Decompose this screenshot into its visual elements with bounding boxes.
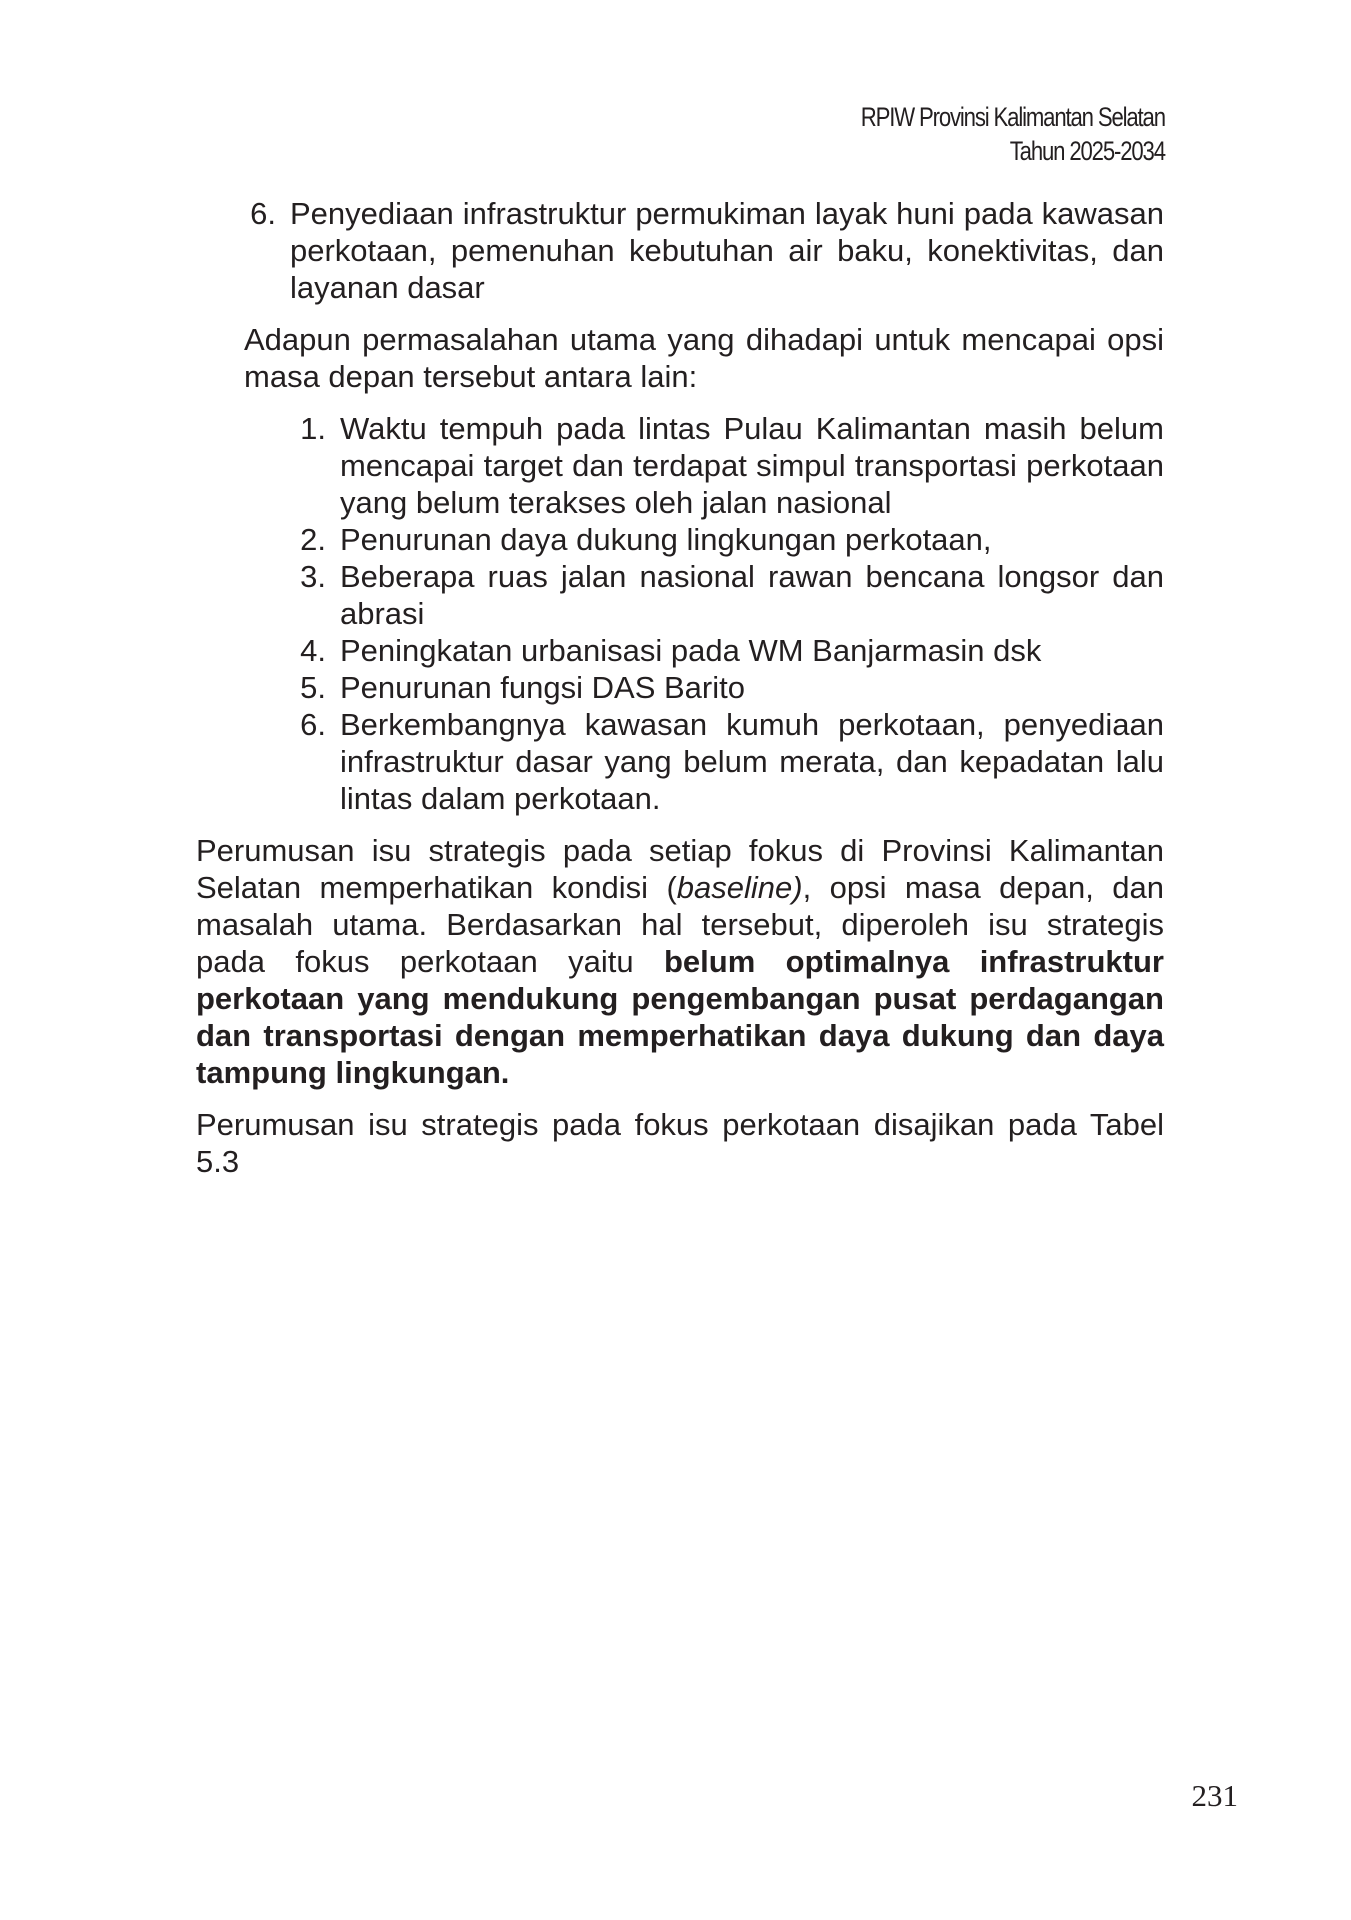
strategic-text-part1: Perumusan isu strategis pada setiap fokus di Provinsi Kalimantan Selatan memperhatikan kondisi ( [196, 833, 1164, 905]
list-item-text: Penyediaan infrastruktur permukiman layak huni pada kawasan perkotaan, pemenuhan kebutuhan air baku, konektivitas, dan layanan dasar [290, 196, 1164, 305]
strategic-issue-paragraph [196, 832, 1164, 1091]
list-item-number: 5. [300, 670, 326, 705]
list-item-number: 3. [300, 559, 326, 594]
future-options-list-continuation [242, 195, 1164, 306]
baseline-term: baseline) [676, 870, 803, 905]
list-item [290, 558, 1164, 632]
list-item-text: Penurunan fungsi DAS Barito [340, 670, 745, 705]
problems-list [290, 410, 1164, 817]
list-item-number: 6. [300, 707, 326, 742]
list-item-text: Peningkatan urbanisasi pada WM Banjarmasin dsk [340, 633, 1042, 668]
list-item-text: Beberapa ruas jalan nasional rawan bencana longsor dan abrasi [340, 559, 1164, 631]
header-title: RPIW Provinsi Kalimantan Selatan [860, 102, 1165, 132]
list-item-number: 1. [300, 411, 326, 446]
body-content [196, 195, 1164, 1180]
list-item [290, 669, 1164, 706]
list-item [242, 195, 1164, 306]
page-number: 231 [1191, 1778, 1238, 1813]
strategic-text-part2: , opsi masa depan, dan masalah utama. Berdasarkan hal tersebut, diperoleh isu strategis pada fokus perkotaan yaitu [196, 870, 1165, 979]
list-item [290, 521, 1164, 558]
strategic-issue-statement: belum optimalnya infrastruktur perkotaan yang mendukung pengembangan pusat perdagangan dan transportasi dengan memperhatikan daya dukung dan daya tampung lingkungan. [196, 944, 1164, 1090]
intro-paragraph: Adapun permasalahan utama yang dihadapi untuk mencapai opsi masa depan tersebut antara lain: [244, 322, 1164, 394]
closing-paragraph: Perumusan isu strategis pada fokus perkotaan disajikan pada Tabel 5.3 [196, 1107, 1164, 1179]
list-item-text: Waktu tempuh pada lintas Pulau Kalimantan masih belum mencapai target dan terdapat simpul transportasi perkotaan yang belum terakses oleh jalan nasional [340, 411, 1164, 520]
list-item-text: Berkembangnya kawasan kumuh perkotaan, penyediaan infrastruktur dasar yang belum merata, dan kepadatan lalu lintas dalam perkotaan. [340, 707, 1164, 816]
list-item-number: 4. [300, 633, 326, 668]
list-item [290, 706, 1164, 817]
list-item [290, 410, 1164, 521]
header-year: Tahun 2025-2034 [1009, 136, 1165, 166]
list-item-number: 6. [250, 196, 276, 231]
running-header [861, 100, 1165, 168]
list-item [290, 632, 1164, 669]
list-item-text: Penurunan daya dukung lingkungan perkotaan, [340, 522, 992, 557]
list-item-number: 2. [300, 522, 326, 557]
